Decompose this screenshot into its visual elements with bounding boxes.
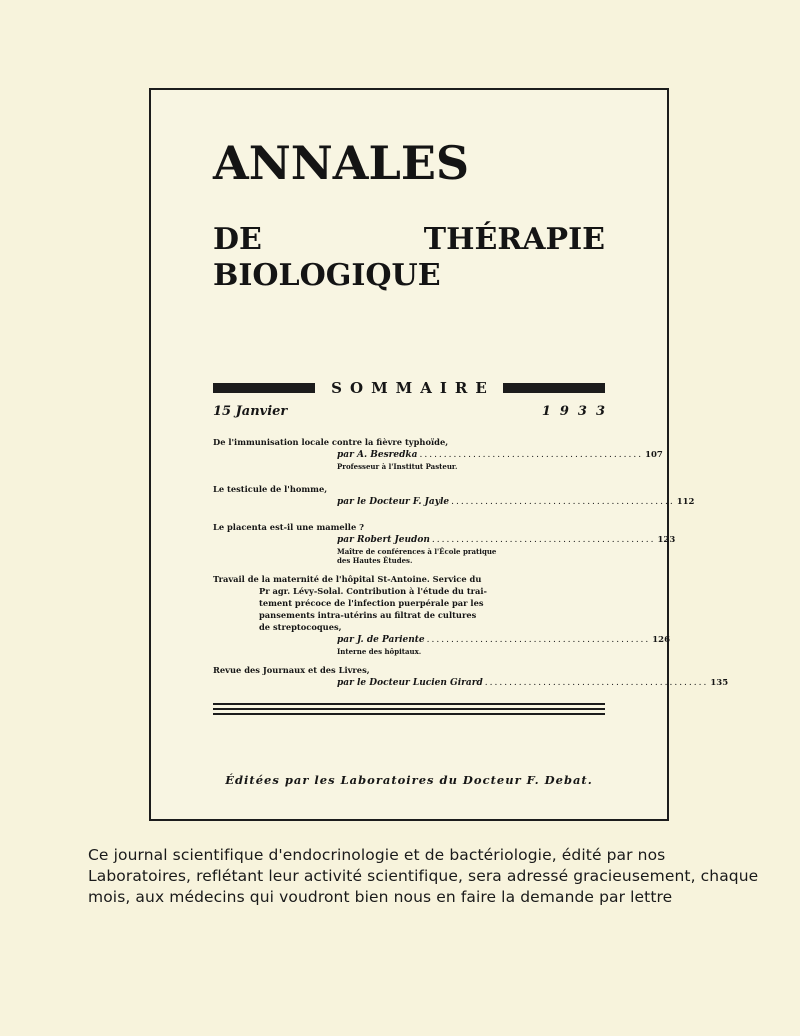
sommaire-label: SOMMAIRE (331, 379, 495, 397)
issue-year: 1933 (541, 404, 614, 419)
toc-entry (213, 573, 671, 656)
toc-entry-page: 135 (710, 678, 729, 688)
toc-entry-author: par le Docteur F. Jayle (337, 497, 450, 507)
toc-entry-title-text: tement précoce de l'infection puerpérale par les (259, 598, 484, 608)
closing-rules (213, 703, 605, 718)
rule-line (213, 703, 605, 705)
toc-entry-title-line (213, 585, 605, 597)
toc-leader-dots: .............................................. (426, 635, 651, 645)
toc-entry-title-text: pansements intra-utérins au filtrat de cultures (259, 610, 477, 620)
toc-entry-author-line (337, 495, 695, 509)
toc-entry-title: Revue des Journaux et des Livres, (213, 665, 370, 675)
caption-line: Ce journal scientifique d'endocrinologie et de bactériologie, édité par nos (88, 846, 666, 864)
toc-entry-note: Professeur à l'Institut Pasteur. (337, 462, 458, 471)
journal-title-annales: ANNALES (213, 136, 470, 190)
caption-line: Laboratoires, reflétant leur activité scientifique, sera adressé gracieusement, chaque (88, 867, 759, 885)
toc-entry-page: 107 (645, 450, 663, 460)
toc-entry-author: par J. de Pariente (337, 635, 425, 645)
toc-entry (213, 664, 729, 690)
toc-entry-author: par le Docteur Lucien Girard (337, 678, 483, 688)
toc-entry-note: Maître de conférences à l'École pratique (337, 547, 497, 556)
publisher-line: Éditées par les Laboratoires du Docteur F. Debat. (225, 773, 593, 787)
toc-entry-author: par Robert Jeudon (337, 535, 430, 545)
toc-entry-author-line (337, 448, 663, 462)
toc-entry-title: Le testicule de l'homme, (213, 484, 328, 494)
toc-entry-title: Le placenta est-il une mamelle ? (213, 522, 364, 532)
toc-leader-dots: .............................................. (431, 535, 656, 545)
rule-line (213, 708, 605, 710)
issue-date-row (213, 404, 614, 419)
toc-entry-title-line (213, 597, 605, 609)
caption-paragraph (88, 845, 759, 908)
toc-entry-page: 126 (652, 635, 671, 645)
toc-leader-dots: .............................................. (484, 678, 709, 688)
toc-entry-page: 112 (676, 497, 695, 507)
toc-entry-title-line (213, 621, 605, 633)
sommaire-left-bar (213, 383, 315, 393)
sommaire-header (213, 380, 605, 396)
toc-leader-dots: .............................................. (419, 450, 644, 460)
toc-leader-dots: .............................................. (451, 497, 675, 507)
toc-entry-title-line (213, 609, 605, 621)
toc-entry-author-line (337, 533, 676, 547)
toc-entry-author: par A. Besredka (337, 450, 418, 460)
caption-line: mois, aux médecins qui voudront bien nous en faire la demande par lettre (88, 888, 673, 906)
journal-cover (149, 88, 729, 821)
toc-entry-title-line: Travail de la maternité de l'hôpital St-Antoine. Service du (213, 574, 482, 584)
toc-entry-note: Interne des hôpitaux. (337, 647, 422, 656)
toc-entry-author-line (337, 676, 729, 690)
toc-entry-title-text: de streptocoques, (259, 622, 342, 632)
toc-entry (213, 436, 663, 471)
toc-entry-title-text: Pr agr. Lévy-Solal. Contribution à l'étude du trai- (259, 586, 488, 596)
issue-date: 15 Janvier (213, 404, 288, 419)
journal-title-biologique: BIOLOGIQUE (213, 258, 441, 293)
toc-entry-page: 123 (657, 535, 676, 545)
toc-entry-note: des Hautes Études. (337, 556, 413, 565)
sommaire-right-bar (503, 383, 605, 393)
toc-entry-title: De l'immunisation locale contre la fièvre typhoïde, (213, 437, 449, 447)
toc-entry-author-line (337, 633, 671, 647)
journal-title-de-therapie: DE THÉRAPIE (213, 222, 605, 257)
toc-entry (213, 521, 676, 565)
rule-line (213, 713, 605, 715)
table-of-contents (213, 436, 729, 690)
toc-entry (213, 483, 695, 509)
